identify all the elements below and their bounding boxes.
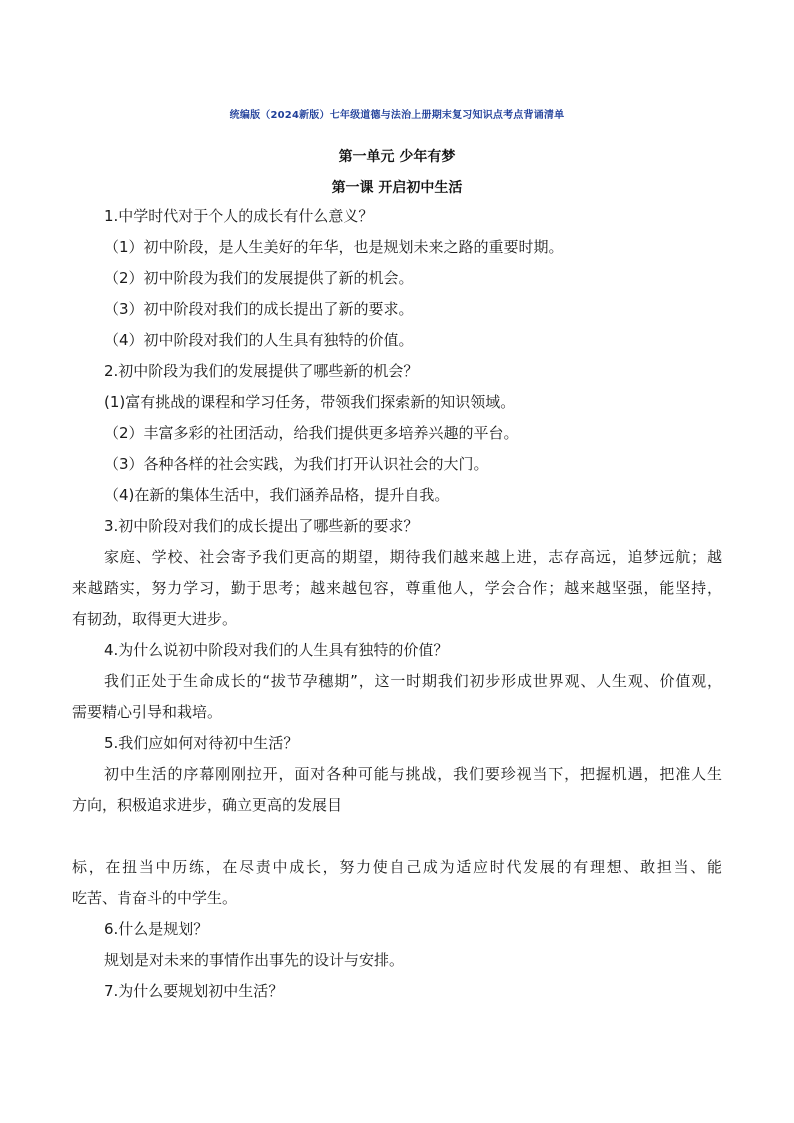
answer-1-2: （2）初中阶段为我们的发展提供了新的机会。 [104,269,414,287]
paragraph-5-line-3: 标，在扭当中历练，在尽责中成长，努力使自己成为适应时代发展的有理想、敢担当、能 [72,858,722,876]
unit-heading: 第一单元 少年有梦 [338,149,456,165]
paragraph-5-line-1: 初中生活的序幕刚刚拉开，面对各种可能与挑战，我们要珍视当下，把握机遇，把准人生 [104,765,722,783]
paragraph-5-line-2: 方向，积极追求进步，确立更高的发展目 [72,796,343,814]
answer-2-3: （3）各种各样的社会实践，为我们打开认识社会的大门。 [104,455,489,473]
answer-2-4: （4)在新的集体生活中，我们涵养品格，提升自我。 [104,486,450,504]
question-3: 3.初中阶段对我们的成长提出了哪些新的要求？ [104,517,419,535]
paragraph-3-line-1: 家庭、学校、社会寄予我们更高的期望，期待我们越来越上进，志存高远，追梦远航；越 [104,548,722,566]
lesson-heading: 第一课 开启初中生活 [331,180,463,196]
question-4: 4.为什么说初中阶段对我们的人生具有独特的价值？ [104,641,449,659]
answer-2-2: （2）丰富多彩的社团活动，给我们提供更多培养兴趣的平台。 [104,424,519,442]
question-6: 6.什么是规划？ [104,920,209,938]
question-1: 1.中学时代对于个人的成长有什么意义？ [104,207,374,225]
answer-1-1: （1）初中阶段，是人生美好的年华，也是规划未来之路的重要时期。 [104,238,564,256]
document-title: 统编版（2024新版）七年级道德与法治上册期末复习知识点考点背诵清单 [229,110,565,121]
answer-1-4: （4）初中阶段对我们的人生具有独特的价值。 [104,331,414,349]
paragraph-5-line-4: 吃苦、肯奋斗的中学生。 [72,889,238,907]
question-5: 5.我们应如何对待初中生活？ [104,734,299,752]
paragraph-4-line-2: 需要精心引导和栽培。 [72,703,223,721]
paragraph-3-line-3: 有韧劲，取得更大进步。 [72,610,238,628]
question-7: 7.为什么要规划初中生活？ [104,982,284,1000]
paragraph-3-line-2: 来越踏实，努力学习，勤于思考；越来越包容，尊重他人，学会合作；越来越坚强，能坚持， [72,579,722,597]
paragraph-6-line-1: 规划是对未来的事情作出事先的设计与安排。 [104,951,405,969]
paragraph-4-line-1: 我们正处于生命成长的“拔节孕穗期”，这一时期我们初步形成世界观、人生观、价值观， [104,672,722,690]
question-2: 2.初中阶段为我们的发展提供了哪些新的机会？ [104,362,419,380]
answer-1-3: （3）初中阶段对我们的成长提出了新的要求。 [104,300,414,318]
answer-2-1: (1)富有挑战的课程和学习任务，带领我们探索新的知识领域。 [104,393,516,411]
